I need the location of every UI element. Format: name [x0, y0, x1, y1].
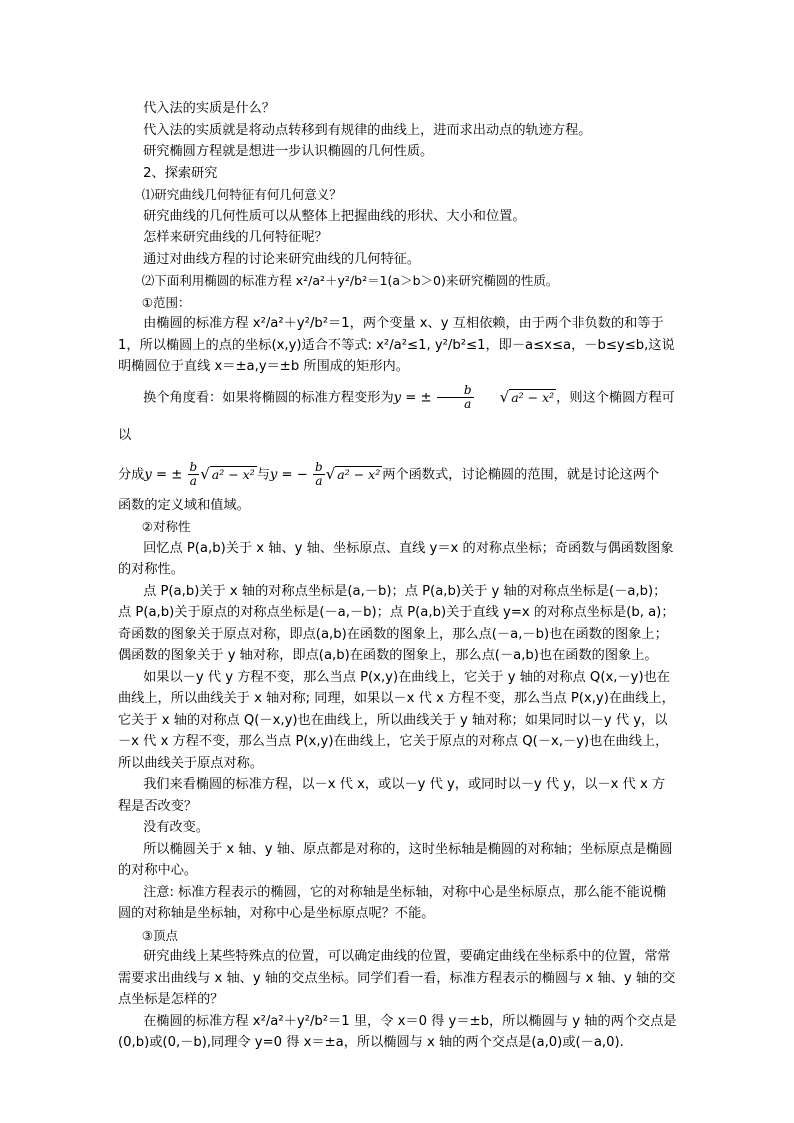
subheading: ⑵下面利用椭圆的标准方程 x²/a²＋y²/b²＝1(a＞b＞0)来研究椭圆的性质。 — [141, 273, 559, 288]
paragraph: 通过对曲线方程的讨论来研究曲线的几何特征。 — [143, 251, 421, 267]
formula-op: = − — [277, 467, 313, 483]
formula-op: = ± — [401, 390, 436, 405]
paragraph: 研究曲线上某些特殊点的位置，可以确定曲线的位置，要确定曲线在坐标系中的位置，常常需要求出曲线与 x 轴、y 轴的交点坐标。同学们看一看，标准方程表示的椭圆与 x 轴、y 轴的交点坐标是怎样的？ — [118, 949, 676, 1007]
paragraph: 点 P(a,b)关于 x 轴的对称点坐标是(a,－b)；点 P(a,b)关于 y 轴的对称点坐标是(－a,b)；点 P(a,b)关于原点的对称点坐标是(－a,－b)；点 P(a,b)关于直线 y=x 的对称点坐标是(b, a)；奇函数的图象关于原点对称，即点(a,b)在函数的图象上，那么点(－a,－b)也在函数的图象上；偶函数的图象关于 y 轴对称，即点(a,b)在函数的图象上，那么点(－a,b)也在函数的图象上。 — [118, 583, 675, 663]
formula-var: y — [269, 467, 278, 483]
paragraph: 由椭圆的标准方程 x²/a²＋y²/b²＝1，两个变量 x、y 互相依赖，由于两个非负数的和等于 1，所以椭圆上的点的坐标(x,y)适合不等式: x²/a²≤1, y²/b²≤1，即－a≤x≤a，－b≤y≤b,这说明椭圆位于直线 x＝±a,y＝±b 所围成的矩形内。 — [118, 316, 675, 374]
subheading: ②对称性 — [141, 519, 191, 534]
paragraph: 我们来看椭圆的标准方程，以－x 代 x，或以－y 代 y，或同时以－y 代 y，以－x 代 x 方程是否改变？ — [118, 777, 666, 814]
paragraph: 没有改变。 — [143, 820, 210, 835]
section-heading: 2、探索研究 — [143, 165, 218, 181]
fraction: $\frac{b}{a}$ — [315, 460, 323, 488]
square-root: √ a² − x² — [499, 387, 555, 406]
paragraph: 研究椭圆方程就是想进一步认识椭圆的几何性质。 — [143, 144, 434, 159]
paragraph: 代入法的实质是什么？ — [143, 101, 275, 116]
square-root: √ a² − x² — [325, 465, 381, 483]
paragraph: 所以椭圆关于 x 轴、y 轴、原点都是对称的，这时坐标轴是椭圆的对称轴；坐标原点是椭圆的对称中心。 — [118, 841, 673, 878]
paragraph: 注意: 标准方程表示的椭圆，它的对称轴是坐标轴，对称中心是坐标原点，那么能不能说椭圆的对称轴是坐标轴，对称中心是坐标原点呢？不能。 — [118, 884, 667, 921]
fraction: $\frac{b}{a}$ — [189, 460, 198, 488]
subheading: ①范围： — [141, 294, 191, 310]
formula-op: = ± — [151, 467, 187, 483]
formula-var: y — [144, 467, 152, 483]
paragraph: 在椭圆的标准方程 x²/a²＋y²/b²＝1 里，令 x＝0 得 y＝±b，所以椭圆与 y 轴的两个交点是(0,b)或(0,－b),同理令 y=0 得 x＝±a，所以椭圆与 x 轴的两个交点是(a,0)或(－a,0). — [118, 1013, 677, 1050]
paragraph-with-formula: 分成y = ± $\frac{b}{a}$ √ a² − x² 与y = − $\frac{b}{a}$ √ a² − x² 两个函数式，讨论椭圆的范围，就是讨论这两个 — [118, 455, 678, 495]
paragraph: 怎样来研究曲线的几何特征呢？ — [143, 230, 328, 245]
paragraph: 如果以－y 代 y 方程不变，那么当点 P(x,y)在曲线上，它关于 y 轴的对称点 Q(x,－y)也在曲线上，所以曲线关于 x 轴对称; 同理，如果以－x 代 x 方程不变，那么当点 P(x,y)在曲线上，它关于 x 轴的对称点 Q(－x,y)也在曲线上，所以曲线关于 y 轴对称；如果同时以－y 代 y，以－x 代 x 方程不变，那么当点 P(x,y)在曲线上，它关于原点的对称点 Q(－x,－y)也在曲线上，所以曲线关于原点对称。 — [118, 669, 675, 771]
paragraph: 代入法的实质就是将动点转移到有规律的曲线上，进而求出动点的轨迹方程。 — [143, 122, 592, 138]
paragraph: 函数的定义域和值域。 — [118, 497, 250, 513]
formula-var: y — [393, 390, 402, 405]
subheading: ⑴研究曲线几何特征有何几何意义？ — [141, 187, 342, 202]
subheading: ③顶点 — [141, 927, 178, 943]
document-body — [118, 98, 678, 1054]
paragraph: 研究曲线的几何性质可以从整体上把握曲线的形状、大小和位置。 — [143, 208, 526, 224]
square-root: √ a² − x² — [200, 465, 255, 483]
fraction: $\frac{b}{a}$ — [437, 384, 474, 411]
paragraph-with-formula: 换个角度看：如果将椭圆的标准方程变形为y = ± $\frac{b}{a}$ √ a² − x² ，则这个椭圆方程可以 — [118, 378, 678, 456]
paragraph: 回忆点 P(a,b)关于 x 轴、y 轴、坐标原点、直线 y＝x 的对称点坐标；奇函数与偶函数图象的对称性。 — [118, 540, 674, 577]
